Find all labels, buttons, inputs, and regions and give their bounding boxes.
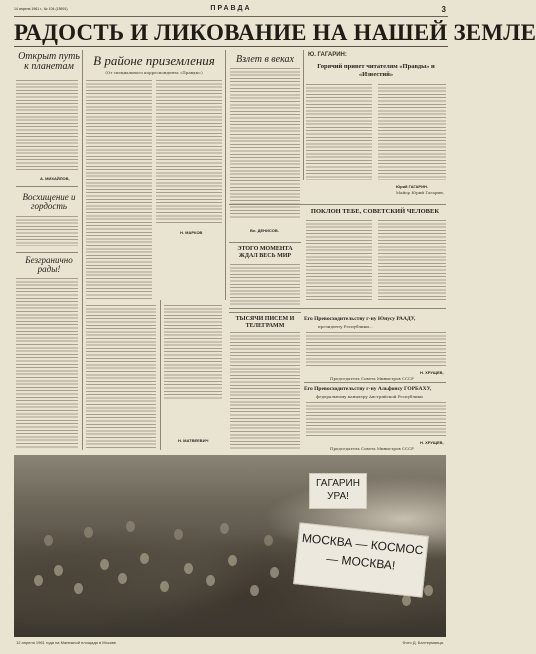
col1-article-title: Восхищение и гордость	[22, 192, 76, 211]
col1-article-title: Безгранично рады!	[25, 255, 73, 274]
crowd-photo	[14, 455, 446, 637]
column-rule	[303, 50, 304, 180]
col2-body-text	[156, 80, 222, 225]
protest-sign-moscow: МОСКВА — КОСМОС — МОСКВА!	[293, 522, 429, 597]
col2-author: Н. МАТВЕЕВИЧ	[178, 438, 209, 443]
col4-article-title: Горячий привет читателям «Правды» и «Известий»	[317, 63, 435, 78]
col3-body-text	[230, 264, 300, 306]
telegram-1-title: Его Превосходительству г-ну Юнусу РААДУ,	[304, 316, 416, 322]
bow-body-text	[378, 220, 446, 300]
photo-credit: Фото Д. Балтерманца.	[402, 640, 444, 645]
telegram-1-subtitle: президенту Республики...	[318, 324, 373, 329]
col1-signature: А. МИХАЙЛОВ,	[40, 176, 70, 181]
telegram-2-role: Председатель Совета Министров СССР	[330, 446, 414, 451]
protest-sign-gagarin: ГАГАРИН УРА!	[309, 473, 367, 509]
column-rule	[160, 300, 161, 450]
col4-signature: Юрий ГАГАРИН.	[396, 184, 428, 189]
col2-body-text	[164, 305, 222, 400]
separator	[16, 252, 78, 253]
col1-body-text	[16, 216, 78, 246]
bow-body-text	[306, 220, 372, 300]
telegram-1-signature: Н. ХРУЩЕВ,	[420, 370, 444, 375]
column-rule	[82, 50, 83, 450]
col3-article-title-2: ЭТОГО МОМЕНТА ЖДАЛ ВЕСЬ МИР	[237, 246, 293, 259]
col2-body-text	[86, 80, 152, 300]
telegram-1-role: Председатель Совета Министров СССР	[330, 376, 414, 381]
telegram-2-body	[306, 402, 446, 438]
photo-caption: 12 апреля 1961 года на Манежной площади в Москве.	[16, 640, 118, 645]
separator	[229, 242, 301, 243]
col4-body-text	[378, 84, 446, 180]
col2-body-text	[86, 305, 156, 450]
col1-body-text	[16, 278, 78, 448]
separator	[16, 186, 78, 187]
telegram-1-body	[306, 332, 446, 368]
col1-article-title: Открыт путь к планетам	[18, 51, 80, 72]
column-rule	[225, 50, 226, 300]
page-header	[14, 4, 448, 17]
issue-date: 14 апреля 1961 г., № 104 (15591)	[14, 7, 68, 11]
col2-article-title: В районе приземления	[93, 53, 215, 68]
separator	[229, 312, 301, 313]
telegram-2-signature: Н. ХРУЩЕВ,	[420, 440, 444, 445]
col4-body-text	[306, 84, 372, 180]
main-headline: РАДОСТЬ И ЛИКОВАНИЕ НА НАШЕЙ ЗЕМЛЕ	[14, 20, 536, 45]
separator	[229, 204, 446, 205]
col3-article-title-3: ТЫСЯЧИ ПИСЕМ И ТЕЛЕГРАММ	[235, 316, 295, 329]
separator	[229, 308, 446, 309]
col4-kicker: Ю. ГАГАРИН:	[308, 52, 347, 58]
paper-name: ПРАВДА	[210, 5, 252, 12]
col3-article-title: Взлет в веках	[236, 54, 294, 65]
separator	[304, 382, 446, 383]
page-number: 3	[441, 5, 446, 14]
col3-body-text	[230, 332, 300, 450]
telegram-2-title: Его Превосходительству г-ну Альфонсу ГОРБАХУ,	[304, 386, 432, 392]
telegram-2-subtitle: федеральному канцлеру Австрийской Республики	[316, 394, 423, 399]
col4-subsign: Майор Юрий Гагарин,	[396, 190, 445, 195]
col2-signature: Н. МАРКОВ	[180, 230, 203, 235]
bow-title: ПОКЛОН ТЕБЕ, СОВЕТСКИЙ ЧЕЛОВЕК	[310, 208, 440, 215]
col2-subtitle: (От специального корреспондента «Правды»)	[105, 70, 203, 75]
col3-signature: Вл. ДЕНИСОВ.	[250, 228, 279, 233]
col3-body-text	[230, 68, 300, 218]
col1-body-text	[16, 80, 78, 172]
